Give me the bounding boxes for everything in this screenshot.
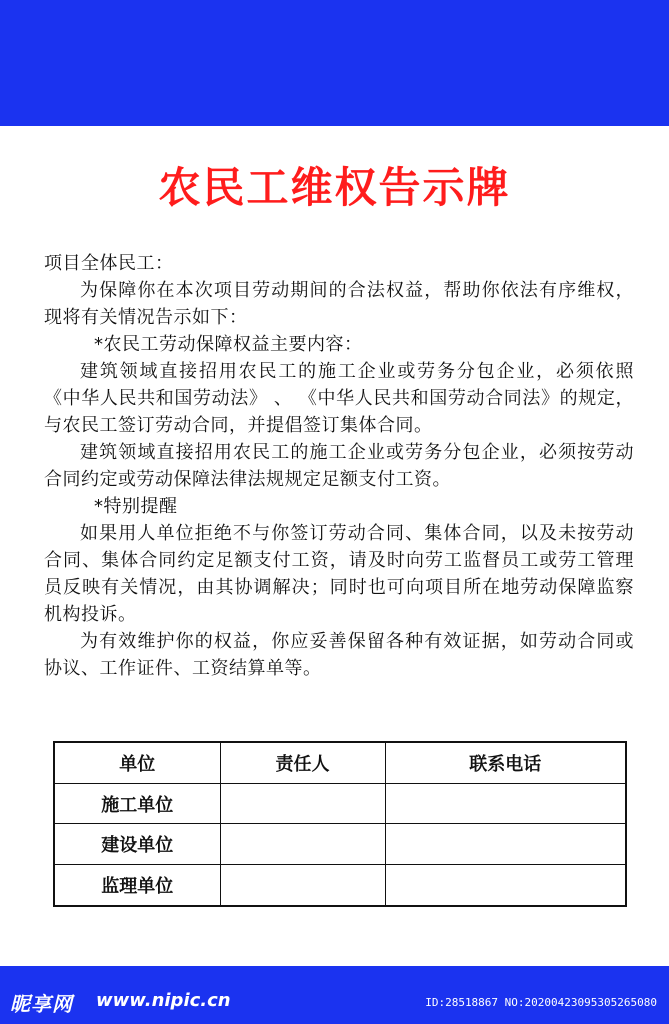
table-cell-unit: 建设单位 bbox=[55, 824, 220, 865]
intro-paragraph: 为保障你在本次项目劳动期间的合法权益，帮助你依法有序维权，现将有关情况告示如下： bbox=[44, 280, 634, 328]
table-cell-person bbox=[220, 865, 385, 905]
watermark-logo: 昵享网 bbox=[10, 992, 73, 1016]
table-cell-phone bbox=[385, 824, 625, 865]
watermark-id: ID:28518867 NO:20200423095305265080 bbox=[425, 996, 657, 1009]
table-row bbox=[55, 824, 625, 865]
header-unit: 单位 bbox=[55, 743, 220, 783]
wage-paragraph: 建筑领域直接招用农民工的施工企业或劳务分包企业，必须按劳动合同约定或劳动保障法律法规规定足额支付工资。 bbox=[44, 442, 634, 490]
table-cell-phone bbox=[385, 865, 625, 905]
section-heading-reminder: *特别提醒 bbox=[94, 496, 178, 517]
evidence-paragraph: 为有效维护你的权益，你应妥善保留各种有效证据，如劳动合同或协议、工作证件、工资结算单等。 bbox=[44, 631, 634, 679]
table-row bbox=[55, 783, 625, 824]
table-cell-phone bbox=[385, 783, 625, 824]
greeting-line: 项目全体民工： bbox=[44, 253, 174, 274]
contract-paragraph: 建筑领域直接招用农民工的施工企业或劳务分包企业，必须依照《中华人民共和国劳动法》 、 《中华人民共和国劳动合同法》的规定，与农民工签订劳动合同，并提倡签订集体合同。 bbox=[44, 361, 634, 436]
contact-table bbox=[53, 741, 627, 907]
section-heading-rights: *农民工劳动保障权益主要内容： bbox=[94, 334, 363, 355]
page-title: 农民工维权告示牌 bbox=[158, 163, 511, 212]
table-cell-unit: 施工单位 bbox=[55, 783, 220, 824]
notice-body bbox=[44, 250, 634, 682]
table-row bbox=[55, 865, 625, 905]
watermark-url: www.nipic.cn bbox=[96, 990, 231, 1011]
table-cell-person bbox=[220, 824, 385, 865]
top-blue-band bbox=[0, 0, 669, 126]
table-cell-unit: 监理单位 bbox=[55, 865, 220, 905]
table-header-row bbox=[55, 743, 625, 783]
header-person: 责任人 bbox=[220, 743, 385, 783]
table-cell-person bbox=[220, 783, 385, 824]
header-phone: 联系电话 bbox=[385, 743, 625, 783]
complaint-paragraph: 如果用人单位拒绝不与你签订劳动合同、集体合同，以及未按劳动合同、集体合同约定足额支付工资，请及时向劳工监督员工或劳工管理员反映有关情况，由其协调解决；同时也可向项目所在地劳动保障监察机构投诉。 bbox=[44, 523, 634, 625]
